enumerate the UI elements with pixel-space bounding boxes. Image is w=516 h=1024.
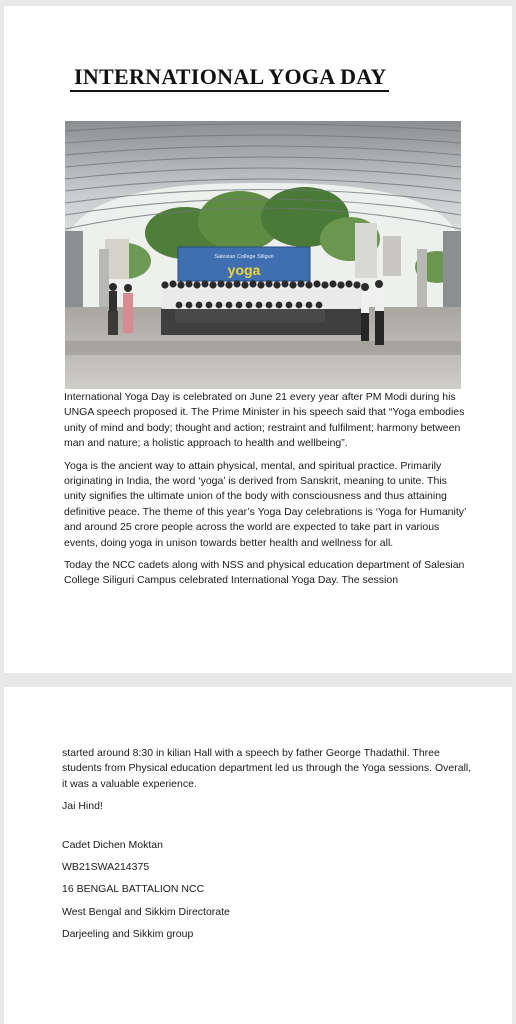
group-photo [65, 121, 461, 389]
closing-salutation: Jai Hind! [62, 800, 103, 813]
signature-battalion: 16 BENGAL BATTALION NCC [62, 883, 205, 896]
paragraph-session: started around 8:30 in kilian Hall with a speech by father George Thadathil. Three students from Physical education department led us through the Yoga sessions. Overall, it was a valuable experience. [62, 747, 472, 790]
paragraph-yoga-meaning: Yoga is the ancient way to attain physical, mental, and spiritual practice. Primarily originating in India, the word ‘yoga’ is derived from Sanskrit, meaning to unite. This unity signifies the ultimate union of the body with consciousness and thus attaining definitive peace. The theme of this year’s Yoga Day celebrations is ‘Yoga for Humanity’ and around 25 crore people across the world are expected to take part in various events, doing yoga in unison towards better health and wellness for all. [64, 459, 466, 549]
banner-text: Salesian College Siliguri [214, 254, 274, 260]
paragraph-intro: International Yoga Day is celebrated on June 21 every year after PM Modi during his UNGA speech proposed it. The Prime Minister in his speech said that “Yoga embodies unity of mind and body; thought and action; restraint and fulfilment; harmony between man and nature; a holistic approach to health and wellbeing”. [64, 391, 465, 450]
body-text-page-2 [62, 746, 472, 950]
signature-regimental-number: WB21SWA214375 [62, 861, 150, 874]
signature-block [62, 838, 472, 943]
document-page-1 [4, 6, 512, 673]
signature-name: Cadet Dichen Moktan [62, 838, 163, 851]
body-text-page-1 [64, 390, 466, 596]
document-title: INTERNATIONAL YOGA DAY [70, 64, 389, 92]
signature-group: Darjeeling and Sikkim group [62, 928, 194, 941]
document-page-2 [4, 687, 512, 1024]
signature-directorate: West Bengal and Sikkim Directorate [62, 905, 230, 918]
paragraph-celebration: Today the NCC cadets along with NSS and physical education department of Salesian College Siliguri Campus celebrated International Yoga Day. The session [64, 559, 465, 587]
banner-yoga-word: yoga [227, 262, 261, 278]
